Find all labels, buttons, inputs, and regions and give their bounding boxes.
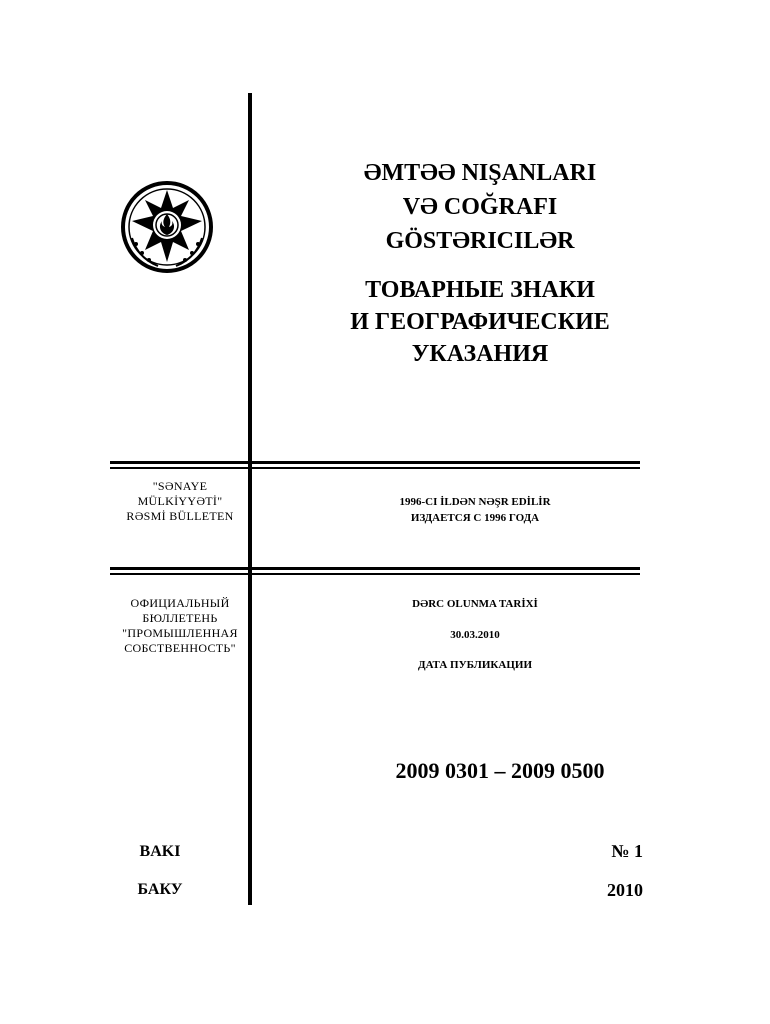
title-ru-line3: УКАЗАНИЯ: [411, 341, 549, 367]
bulletin-ru-line2: БЮЛЛЕТЕНЬ: [142, 611, 218, 625]
number-range: 2009 0301 – 2009 0500: [395, 758, 605, 783]
azerbaijan-emblem-icon: [118, 178, 216, 276]
issue-year: 2010: [607, 880, 643, 900]
horizontal-divider-1a: [110, 461, 640, 464]
title-az-line1: ƏMTƏƏ NIŞANLARI: [363, 160, 597, 186]
published-since: [330, 494, 620, 526]
bulletin-az-line3: RƏSMİ BÜLLETEN: [126, 509, 234, 523]
publication-label-ru: ДАТА ПУБЛИКАЦИИ: [418, 659, 532, 671]
bulletin-ru: [80, 596, 280, 656]
bulletin-ru-line4: СОБСТВЕННОСТЬ": [124, 641, 236, 655]
published-since-az: 1996-CI İLDƏN NƏŞR EDİLİR: [399, 496, 551, 508]
bulletin-az-line1: "SƏNAYE: [152, 479, 208, 493]
title-az-line3: GÖSTƏRICILƏR: [385, 228, 575, 254]
title-ru-line1: ТОВАРНЫЕ ЗНАКИ: [365, 277, 595, 303]
horizontal-divider-2b: [110, 573, 640, 575]
title-ru: [290, 274, 670, 370]
bulletin-az-line2: MÜLKİYYƏTİ": [137, 494, 223, 508]
title-az: [290, 156, 670, 258]
city-az: BAKI: [139, 843, 181, 860]
bulletin-az: [80, 479, 280, 524]
publication-label-az: DƏRC OLUNMA TARİXİ: [412, 598, 538, 610]
issue-number: № 1: [611, 841, 643, 861]
horizontal-divider-1b: [110, 467, 640, 469]
city-ru: БАКУ: [137, 881, 183, 898]
bulletin-ru-line1: ОФИЦИАЛЬНЫЙ: [130, 596, 230, 610]
title-az-line2: VƏ COĞRAFI: [402, 194, 558, 220]
horizontal-divider-2a: [110, 567, 640, 570]
bulletin-ru-line3: "ПРОМЫШЛЕННАЯ: [122, 626, 238, 640]
published-since-ru: ИЗДАЕТСЯ С 1996 ГОДА: [410, 512, 540, 524]
title-ru-line2: И ГЕОГРАФИЧЕСКИЕ: [350, 309, 610, 335]
publication-date: 30.03.2010: [450, 629, 500, 641]
